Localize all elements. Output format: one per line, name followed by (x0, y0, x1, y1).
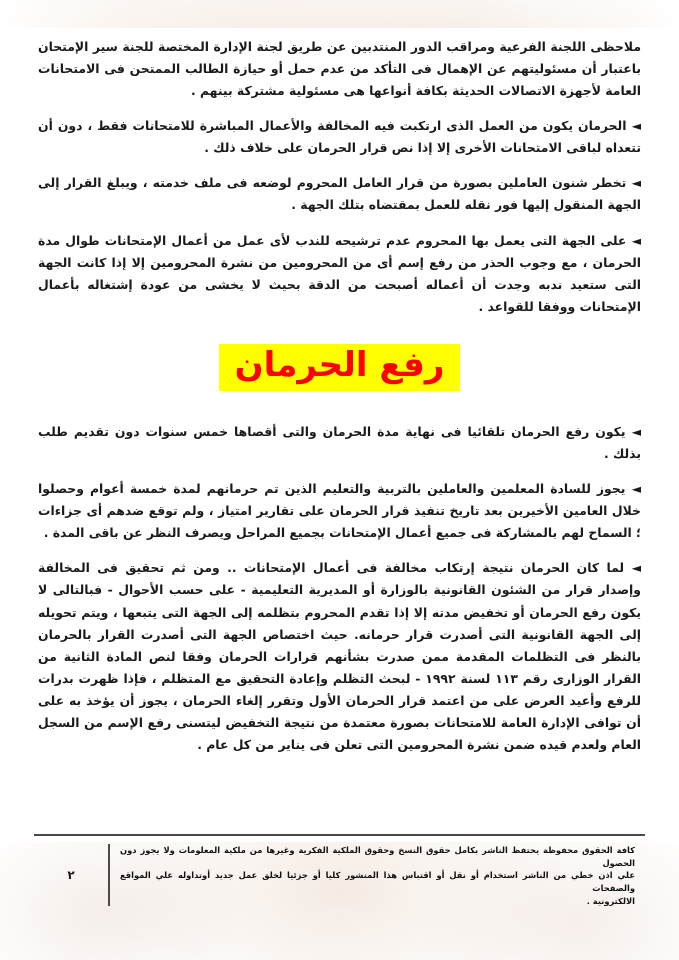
section-heading: رفع الحرمان (219, 344, 461, 391)
footer-copyright (110, 842, 645, 908)
page-number: ٢ (67, 867, 75, 882)
paragraph-1: ملاحظى اللجنة الفرعية ومراقب الدور المنتدبين عن طريق لجنة الإدارة المختصة للجنة سير الإمتحان باعتبار أن مسئوليتهم عن الإهمال فى التأكد من عدم حمل أو حيازة الطالب الممتحن فى الامتحانات العامة لأجهزة الاتصالات الحديثة بكافة أنواعها هى مسئولية مشتركة بينهم . (38, 39, 641, 99)
page-footer (0, 834, 679, 908)
footer-copyright-line-2: علي اذن خطي من الناشر استخدام أو نقل أو اقتباس هذا المنشور كليا أو جزئيا لخلق عمل جديد أوتداوله علي المواقع والصفحات (120, 870, 635, 894)
paragraph-2: ◄ الحرمان يكون من العمل الذى ارتكبت فيه المخالفة والأعمال المباشرة للامتحانات فقط ، دون أن تتعداه لباقى الامتحانات الأخرى إلا إذا نص قرار الحرمان على خلاف ذلك . (38, 118, 641, 156)
footer-divider-rule (34, 834, 645, 836)
footer-vertical-divider (108, 844, 110, 906)
footer-row (34, 842, 645, 908)
footer-copyright-line-1: كافة الحقوق محفوظة يحتفظ الناشر بكامل حقوق النسخ وحقوق الملكية الفكرية وغيرها من ملكية المعلومات ولا يجوز دون الحصول (120, 844, 635, 868)
paragraph-5: ◄ يكون رفع الحرمان تلقائيا فى نهاية مدة الحرمان والتى أقصاها خمس سنوات دون تقديم طلب بذلك . (38, 423, 641, 462)
paragraph-3: ◄ تخطر شنون العاملين بصورة من قرار العامل المحروم لوضعه فى ملف خدمته ، ويبلغ القرار إلى الجهة المنقول إليها فور نقله للعمل بمقتضاه بتلك الجهة . (38, 175, 641, 213)
paragraph-7: ◄ لما كان الحرمان نتيجة إرتكاب مخالفة فى أعمال الإمتحانات .. ومن ثم تحقيق فى المخالفة وإصدار قرار من الشئون القانونية بالوزارة أو المديرية التعليمية - على حسب الأحوال - فبالتالى لا يكون رفع الحرمان أو تخفيض مدته إلا إذا تقدم المحروم بتظلمه إلى الجهة التى يتبعها ، ويتم تحويله إلى الجهة القانونية التى أصدرت قرار حرمانه. حيث اختصاص الجهة التى أصدرت القرار بالحرمان بالنظر فى التظلمات المقدمة ممن صدرت بشأنهم قرارات الحرمان وفقا لنص المادة الثانية من القرار الوزارى رقم ١١٣ لسنة ١٩٩٢ - لبحث التظلم وإعادة التحقيق مع المتظلم ، فإذا ظهرت بدرات للرفع وأعيد العرض على من اعتمد قرار الحرمان الأول وتقرر إلغاء الحرمان ، يجوز أن يؤخذ به على أن توافى الإدارة العامة للامتحانات بصورة معتمدة من نتيجة التخفيض ليتسنى رفع الإسم من السجل العام ولعدم قيده ضمن نشرة المحرومين التى تعلن فى يناير من كل عام . (38, 560, 641, 752)
paragraph-6: ◄ يجوز للسادة المعلمين والعاملين بالتربية والتعليم الذين تم حرمانهم لمدة خمسة أعوام وحصلوا خلال العامين الأخيرين بعد تاريخ تنفيذ قرار الحرمان على تقارير امتياز ، ولم توقع ضدهم أى جزاءات ؛ السماح لهم بالمشاركة فى جميع أعمال الإمتحانات بجميع المراحل ويصرف النظر عن باقى المدة . (38, 481, 641, 541)
footer-copyright-line-3: الالكترونية . (586, 896, 635, 907)
section-heading-wrapper (38, 344, 641, 391)
paragraph-4: ◄ على الجهة التى يعمل بها المحروم عدم ترشيحه للندب لأى عمل من أعمال الإمتحانات طوال مدة الحرمان ، مع وجوب الحذر من رفع إسم أى من المحرومين من نشرة المحرومين إلا إذا كانت الجهة التى ستعيد ندبه وجدت أن أعماله أصبحت من الدقة بحيث لا يخشى من عودة إشتغاله بأعمال الإمتحانات ووفقا للقواعد . (38, 232, 641, 314)
